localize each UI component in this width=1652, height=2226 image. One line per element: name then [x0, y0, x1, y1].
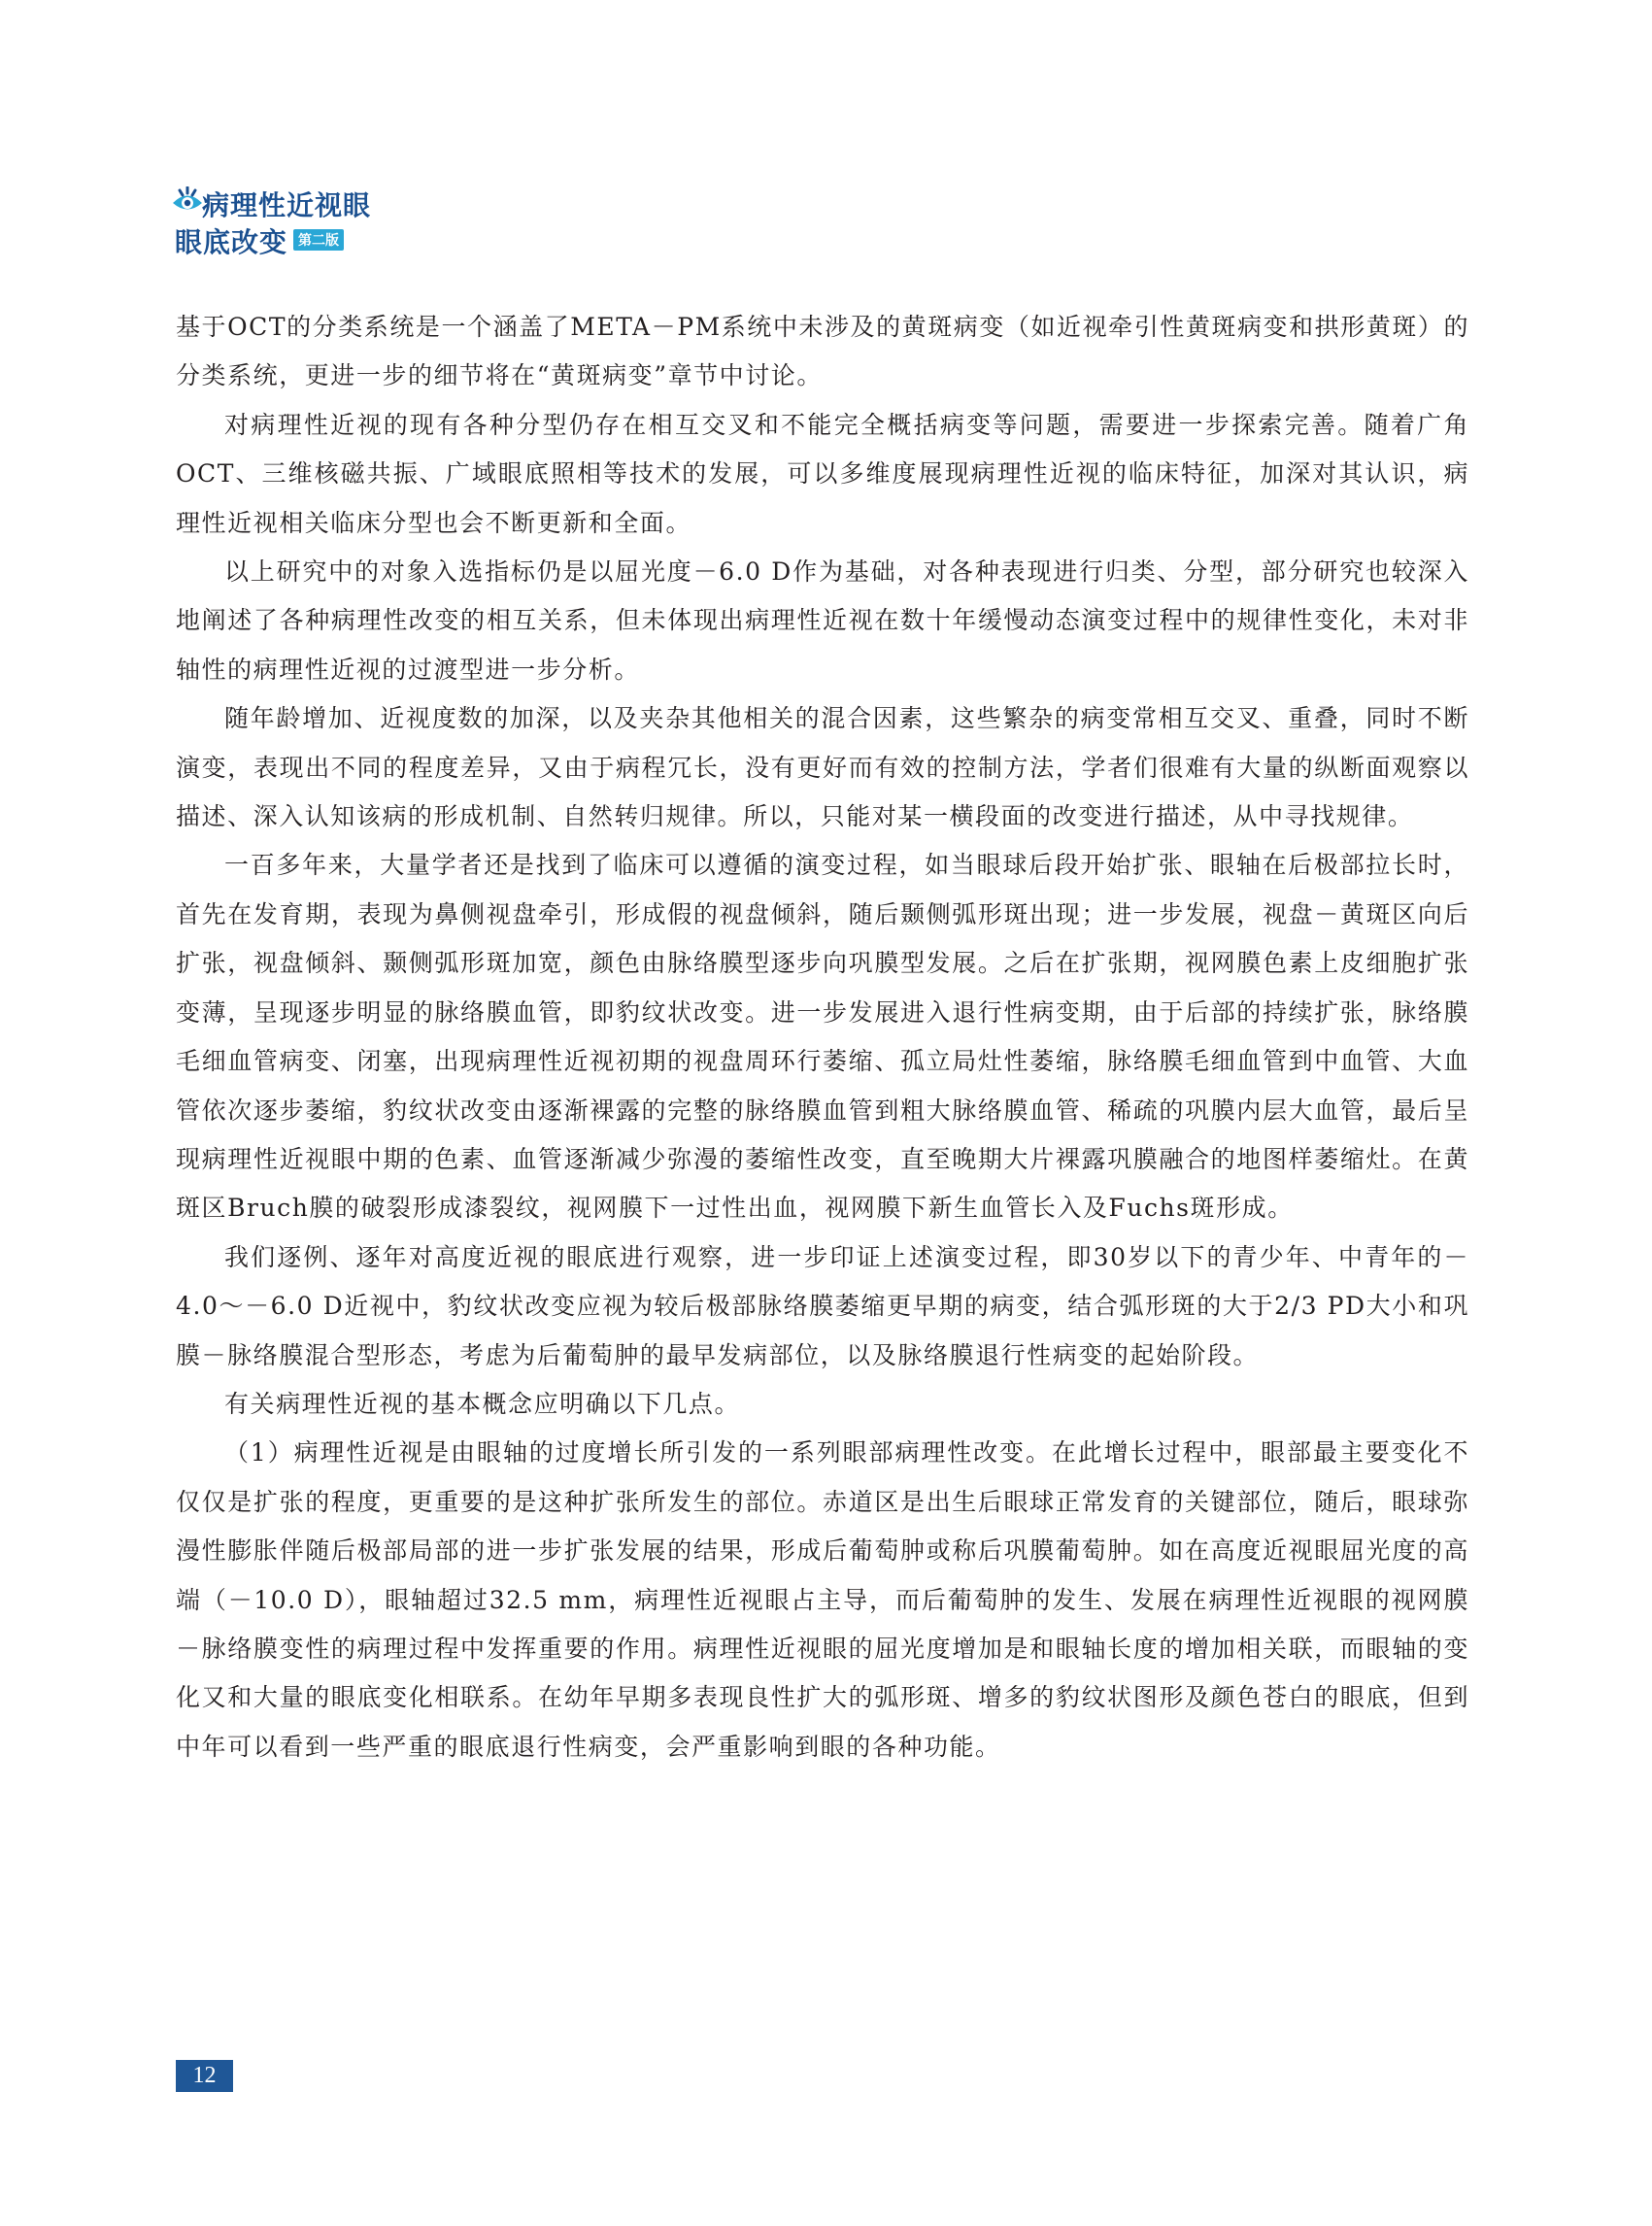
paragraph: 随年龄增加、近视度数的加深，以及夹杂其他相关的混合因素，这些繁杂的病变常相互交叉、重叠，同时不断演变，表现出不同的程度差异，又由于病程冗长，没有更好而有效的控制方法，学者们很难有大量的纵断面观察以描述、深入认知该病的形成机制、自然转归规律。所以，只能对某一横段面的改变进行描述，从中寻找规律。: [176, 704, 1469, 831]
paragraph: 以上研究中的对象入选指标仍是以屈光度－6.0 D作为基础，对各种表现进行归类、分型，部分研究也较深入地阐述了各种病理性改变的相互关系，但未体现出病理性近视在数十年缓慢动态演变过程中的规律性变化，未对非轴性的病理性近视的过渡型进一步分析。: [176, 557, 1469, 684]
paragraph: （1）病理性近视是由眼轴的过度增长所引发的一系列眼部病理性改变。在此增长过程中，眼部最主要变化不仅仅是扩张的程度，更重要的是这种扩张所发生的部位。赤道区是出生后眼球正常发育的关键部位，随后，眼球弥漫性膨胀伴随后极部局部的进一步扩张发展的结果，形成后葡萄肿或称后巩膜葡萄肿。如在高度近视眼屈光度的高端（－10.0 D），眼轴超过32.5 mm，病理性近视眼占主导，而后葡萄肿的发生、发展在病理性近视眼的视网膜－脉络膜变性的病理过程中发挥重要的作用。病理性近视眼的屈光度增加是和眼轴长度的增加相关联，而眼轴的变化又和大量的眼底变化相联系。在幼年早期多表现良性扩大的弧形斑、增多的豹纹状图形及颜色苍白的眼底，但到中年可以看到一些严重的眼底退行性病变，会严重影响到眼的各种功能。: [176, 1438, 1469, 1761]
book-header: [165, 185, 554, 258]
paragraph: 我们逐例、逐年对高度近视的眼底进行观察，进一步印证上述演变过程，即30岁以下的青少年、中青年的－4.0～－6.0 D近视中，豹纹状改变应视为较后极部脉络膜萎缩更早期的病变，结合弧形斑的大于2/3 PD大小和巩膜－脉络膜混合型形态，考虑为后葡萄肿的最早发病部位，以及脉络膜退行性病变的起始阶段。: [176, 1242, 1469, 1369]
edition-badge: 第二版: [293, 229, 344, 251]
eye-logo-icon: [171, 186, 204, 219]
paragraph: 一百多年来，大量学者还是找到了临床可以遵循的演变过程，如当眼球后段开始扩张、眼轴在后极部拉长时，首先在发育期，表现为鼻侧视盘牵引，形成假的视盘倾斜，随后颞侧弧形斑出现；进一步发展，视盘－黄斑区向后扩张，视盘倾斜、颞侧弧形斑加宽，颜色由脉络膜型逐步向巩膜型发展。之后在扩张期，视网膜色素上皮细胞扩张变薄，呈现逐步明显的脉络膜血管，即豹纹状改变。进一步发展进入退行性病变期，由于后部的持续扩张，脉络膜毛细血管病变、闭塞，出现病理性近视初期的视盘周环行萎缩、孤立局灶性萎缩，脉络膜毛细血管到中血管、大血管依次逐步萎缩，豹纹状改变由逐渐裸露的完整的脉络膜血管到粗大脉络膜血管、稀疏的巩膜内层大血管，最后呈现病理性近视眼中期的色素、血管逐渐减少弥漫的萎缩性改变，直至晚期大片裸露巩膜融合的地图样萎缩灶。在黄斑区Bruch膜的破裂形成漆裂纹，视网膜下一过性出血，视网膜下新生血管长入及Fuchs斑形成。: [176, 851, 1469, 1223]
page-number: 12: [176, 2060, 233, 2092]
book-title-line2: 眼底改变: [175, 226, 288, 258]
body-text: [176, 303, 1469, 1771]
paragraph: 对病理性近视的现有各种分型仍存在相互交叉和不能完全概括病变等问题，需要进一步探索完善。随着广角OCT、三维核磁共振、广域眼底照相等技术的发展，可以多维度展现病理性近视的临床特征，加深对其认识，病理性近视相关临床分型也会不断更新和全面。: [176, 410, 1469, 537]
paragraph: 有关病理性近视的基本概念应明确以下几点。: [224, 1389, 741, 1418]
paragraph: 基于OCT的分类系统是一个涵盖了META－PM系统中未涉及的黄斑病变（如近视牵引性黄斑病变和拱形黄斑）的分类系统，更进一步的细节将在“黄斑病变”章节中讨论。: [176, 313, 1469, 390]
book-title-line1: 病理性近视眼: [202, 189, 372, 221]
